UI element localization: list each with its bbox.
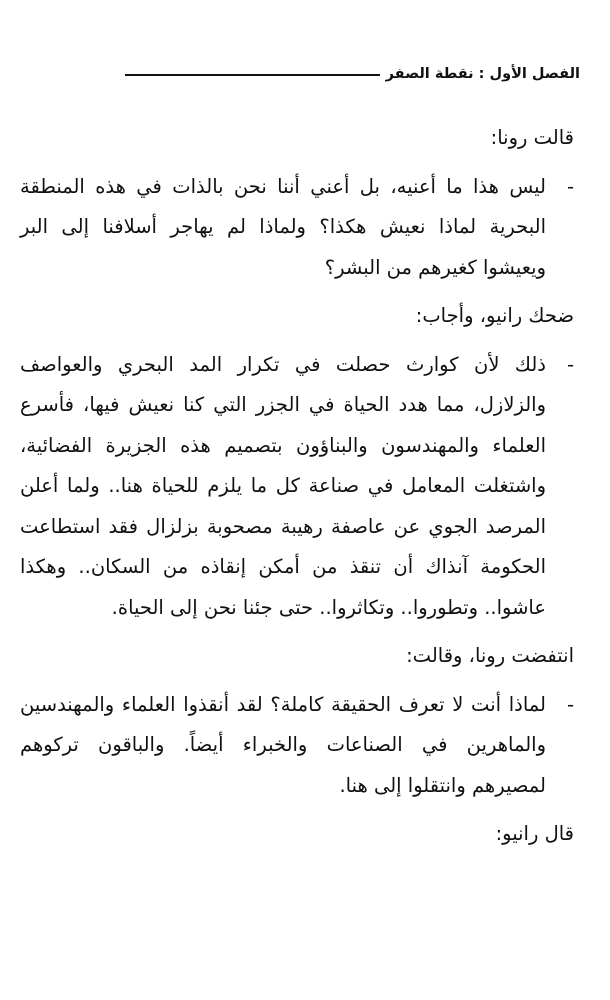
chapter-title: الفصل الأول : نقطة الصفر — [385, 66, 580, 82]
body-text — [20, 118, 574, 863]
dialogue-text: ذلك لأن كوارث حصلت في تكرار المد البحري والعواصف والزلازل، مما هدد الحياة في الجزر التي كنا نعيش فيها، فأسرع العلماء والمهندسون والبناؤون بتصميم هذه الجزيرة الفضائية، واشتغلت المعامل في صناعة كل ما يلزم للحياة هنا.. ولما أعلن المرصد الجوي عن عاصفة رهيبة مصحوبة بزلزال فقد استطاعت الحكومة آنذاك أن تنقذ من أمكن إنقاذه من السكان.. وهكذا عاشوا.. وتطوروا.. وتكاثروا.. حتى جئنا نحن إلى الحياة. — [20, 352, 546, 619]
narration-paragraph: ضحك رانيو، وأجاب: — [415, 304, 574, 327]
dialogue-text: ليس هذا ما أعنيه، بل أعني أننا نحن بالذات في هذه المنطقة البحرية لماذا نعيش هكذا؟ ولماذا لم يهاجر أسلافنا إلى البر ويعيشوا كغيرهم من البشر؟ — [20, 174, 546, 279]
dialogue-dash: - — [566, 174, 574, 198]
running-header — [125, 62, 580, 86]
header-rule — [125, 74, 380, 76]
dialogue-text: لماذا أنت لا تعرف الحقيقة كاملة؟ لقد أنقذوا العلماء والمهندسين والماهرين في الصناعات والخبراء أيضاً. والباقون تركوهم لمصيرهم وانتقلوا إلى هنا. — [20, 692, 546, 797]
narration-paragraph: انتفضت رونا، وقالت: — [406, 644, 574, 667]
dialogue-dash: - — [566, 352, 574, 376]
narration-paragraph: قالت رونا: — [490, 126, 574, 149]
dialogue-dash: - — [566, 692, 574, 716]
dialogue-paragraph — [20, 167, 574, 289]
dialogue-paragraph — [20, 345, 574, 629]
narration-paragraph: قال رانيو: — [495, 822, 574, 845]
dialogue-paragraph — [20, 685, 574, 807]
